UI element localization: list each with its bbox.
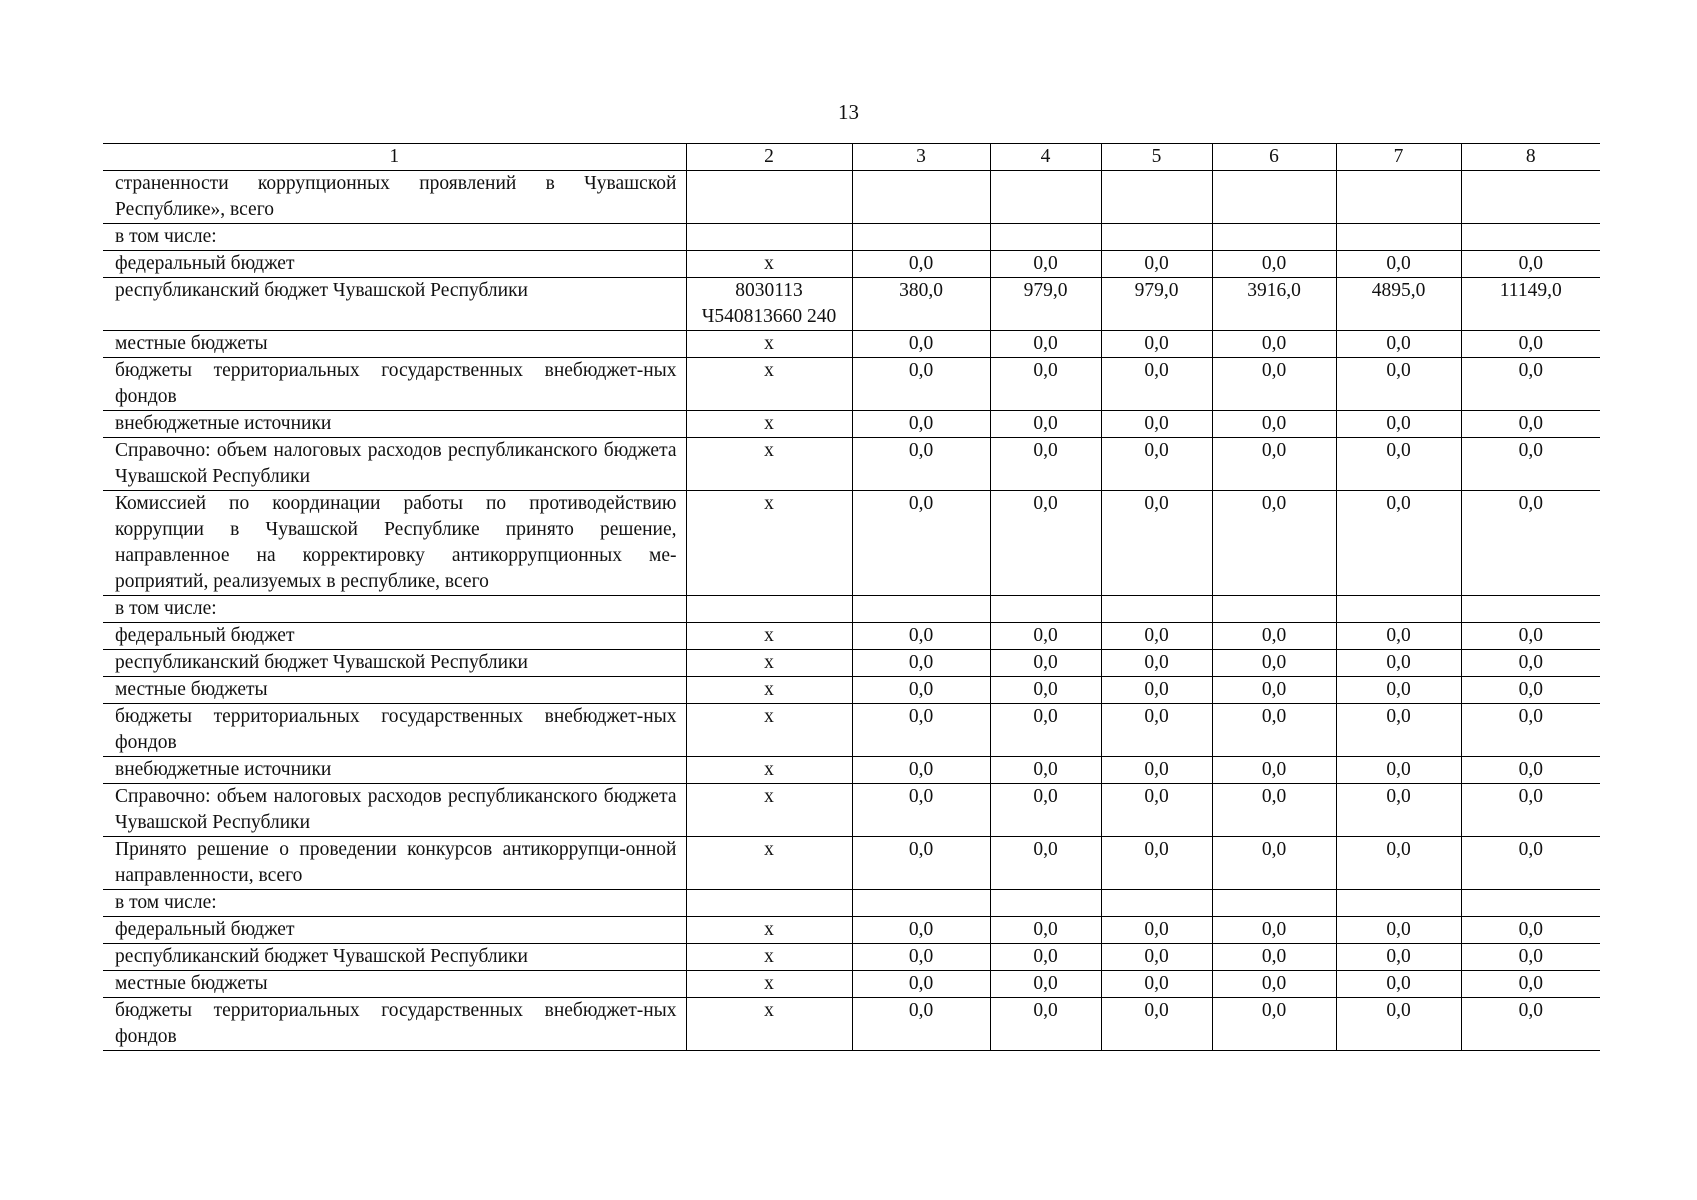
value-cell: 0,0: [1461, 704, 1600, 757]
table-row: [103, 491, 1600, 596]
value-cell: 0,0: [1336, 438, 1461, 491]
value-cell: 0,0: [1101, 704, 1212, 757]
value-cell: 0,0: [1336, 757, 1461, 784]
value-cell: 0,0: [1461, 971, 1600, 998]
value-cell: 0,0: [852, 358, 990, 411]
value-cell: 0,0: [990, 917, 1101, 944]
row-label: бюджеты территориальных государственных внебюджет-ных фондов: [103, 998, 686, 1051]
value-cell: 0,0: [1461, 438, 1600, 491]
value-cell: 3916,0: [1212, 278, 1336, 331]
value-cell: 0,0: [1336, 623, 1461, 650]
value-cell: [852, 171, 990, 224]
value-cell: 0,0: [990, 944, 1101, 971]
budget-code: x: [686, 757, 852, 784]
table-row: [103, 890, 1600, 917]
row-label: внебюджетные источники: [103, 411, 686, 438]
table-row: [103, 171, 1600, 224]
column-header-5: 5: [1101, 144, 1212, 171]
value-cell: [1101, 224, 1212, 251]
table-row: [103, 438, 1600, 491]
value-cell: 0,0: [1212, 971, 1336, 998]
value-cell: 380,0: [852, 278, 990, 331]
value-cell: 0,0: [990, 757, 1101, 784]
column-number-row: [103, 144, 1600, 171]
value-cell: [990, 224, 1101, 251]
value-cell: 0,0: [1212, 757, 1336, 784]
value-cell: 0,0: [1101, 438, 1212, 491]
value-cell: 0,0: [1336, 491, 1461, 596]
table-row: [103, 944, 1600, 971]
table-row: [103, 650, 1600, 677]
budget-code: x: [686, 998, 852, 1051]
budget-code: x: [686, 784, 852, 837]
value-cell: [1212, 171, 1336, 224]
value-cell: 0,0: [1461, 998, 1600, 1051]
table-row: [103, 704, 1600, 757]
value-cell: 0,0: [1212, 784, 1336, 837]
row-label: федеральный бюджет: [103, 917, 686, 944]
budget-code: [686, 171, 852, 224]
value-cell: 0,0: [852, 917, 990, 944]
value-cell: 0,0: [1101, 251, 1212, 278]
value-cell: 979,0: [1101, 278, 1212, 331]
value-cell: 0,0: [852, 757, 990, 784]
value-cell: [852, 224, 990, 251]
budget-code: x: [686, 358, 852, 411]
value-cell: 0,0: [1461, 944, 1600, 971]
row-label: в том числе:: [103, 596, 686, 623]
table-row: [103, 784, 1600, 837]
value-cell: 0,0: [1101, 757, 1212, 784]
value-cell: 0,0: [852, 251, 990, 278]
budget-code: [686, 596, 852, 623]
value-cell: 0,0: [1212, 837, 1336, 890]
value-cell: [1461, 596, 1600, 623]
budget-code: x: [686, 491, 852, 596]
value-cell: 0,0: [990, 650, 1101, 677]
value-cell: 0,0: [1212, 944, 1336, 971]
value-cell: [1336, 596, 1461, 623]
value-cell: 0,0: [1461, 411, 1600, 438]
value-cell: 11149,0: [1461, 278, 1600, 331]
value-cell: [1101, 171, 1212, 224]
value-cell: 0,0: [1212, 411, 1336, 438]
column-header-4: 4: [990, 144, 1101, 171]
budget-code: x: [686, 438, 852, 491]
value-cell: 0,0: [1461, 650, 1600, 677]
budget-code: x: [686, 944, 852, 971]
budget-code: 8030113 Ч540813660 240: [686, 278, 852, 331]
value-cell: [852, 890, 990, 917]
value-cell: 0,0: [852, 411, 990, 438]
value-cell: 0,0: [1212, 438, 1336, 491]
value-cell: 0,0: [1101, 998, 1212, 1051]
row-label: федеральный бюджет: [103, 623, 686, 650]
row-label: Справочно: объем налоговых расходов республиканского бюджета Чувашской Республики: [103, 784, 686, 837]
value-cell: 0,0: [1336, 837, 1461, 890]
budget-code: x: [686, 411, 852, 438]
value-cell: 0,0: [852, 623, 990, 650]
value-cell: 0,0: [1101, 677, 1212, 704]
value-cell: 0,0: [852, 438, 990, 491]
value-cell: 0,0: [990, 784, 1101, 837]
value-cell: 0,0: [990, 677, 1101, 704]
table-row: [103, 358, 1600, 411]
value-cell: 0,0: [852, 837, 990, 890]
row-label: Принято решение о проведении конкурсов антикоррупци-онной направленности, всего: [103, 837, 686, 890]
value-cell: 0,0: [990, 704, 1101, 757]
row-label: страненности коррупционных проявлений в Чувашской Республике», всего: [103, 171, 686, 224]
value-cell: 0,0: [1336, 998, 1461, 1051]
value-cell: 0,0: [1101, 971, 1212, 998]
value-cell: 0,0: [1212, 491, 1336, 596]
column-header-6: 6: [1212, 144, 1336, 171]
value-cell: 0,0: [852, 784, 990, 837]
value-cell: 0,0: [852, 971, 990, 998]
value-cell: 0,0: [1461, 757, 1600, 784]
row-label: местные бюджеты: [103, 331, 686, 358]
table-row: [103, 917, 1600, 944]
budget-code: [686, 224, 852, 251]
value-cell: 0,0: [1461, 677, 1600, 704]
value-cell: 0,0: [1212, 623, 1336, 650]
budget-code: x: [686, 677, 852, 704]
value-cell: [1212, 890, 1336, 917]
value-cell: 0,0: [852, 998, 990, 1051]
value-cell: [990, 890, 1101, 917]
value-cell: 0,0: [1212, 331, 1336, 358]
value-cell: 0,0: [1101, 623, 1212, 650]
value-cell: 0,0: [852, 491, 990, 596]
value-cell: 0,0: [1461, 784, 1600, 837]
table-row: [103, 331, 1600, 358]
budget-code: x: [686, 971, 852, 998]
value-cell: 0,0: [1212, 251, 1336, 278]
value-cell: 0,0: [1101, 944, 1212, 971]
budget-code: x: [686, 331, 852, 358]
row-label: республиканский бюджет Чувашской Республики: [103, 944, 686, 971]
value-cell: 0,0: [1461, 358, 1600, 411]
value-cell: [990, 171, 1101, 224]
value-cell: 0,0: [1212, 358, 1336, 411]
row-label: внебюджетные источники: [103, 757, 686, 784]
row-label: Комиссией по координации работы по противодействию коррупции в Чувашской Республике принято решение, направленное на корректировку антикоррупционных ме-роприятий, реализуемых в республике, всего: [103, 491, 686, 596]
table-row: [103, 251, 1600, 278]
value-cell: 0,0: [990, 998, 1101, 1051]
budget-code: x: [686, 251, 852, 278]
value-cell: 979,0: [990, 278, 1101, 331]
value-cell: 0,0: [1101, 837, 1212, 890]
value-cell: 0,0: [990, 251, 1101, 278]
table-row: [103, 623, 1600, 650]
row-label: Справочно: объем налоговых расходов республиканского бюджета Чувашской Республики: [103, 438, 686, 491]
table-body: [103, 144, 1600, 1051]
value-cell: 0,0: [1101, 917, 1212, 944]
table-row: [103, 278, 1600, 331]
value-cell: 0,0: [1336, 704, 1461, 757]
column-header-8: 8: [1461, 144, 1600, 171]
value-cell: [1212, 596, 1336, 623]
budget-code: x: [686, 917, 852, 944]
value-cell: 0,0: [1101, 411, 1212, 438]
value-cell: [1336, 171, 1461, 224]
value-cell: 0,0: [852, 944, 990, 971]
value-cell: 0,0: [1212, 704, 1336, 757]
budget-code: x: [686, 837, 852, 890]
table-row: [103, 998, 1600, 1051]
value-cell: 0,0: [990, 358, 1101, 411]
table-row: [103, 757, 1600, 784]
value-cell: [1461, 224, 1600, 251]
value-cell: [852, 596, 990, 623]
value-cell: 0,0: [1336, 677, 1461, 704]
column-header-3: 3: [852, 144, 990, 171]
budget-code: x: [686, 650, 852, 677]
value-cell: [1101, 596, 1212, 623]
budget-code: x: [686, 704, 852, 757]
value-cell: 0,0: [1461, 917, 1600, 944]
value-cell: 0,0: [1101, 784, 1212, 837]
page-number: 13: [838, 100, 859, 124]
row-label: местные бюджеты: [103, 677, 686, 704]
value-cell: [1336, 890, 1461, 917]
value-cell: [1461, 171, 1600, 224]
value-cell: 0,0: [1336, 944, 1461, 971]
value-cell: 0,0: [852, 650, 990, 677]
value-cell: 0,0: [1336, 784, 1461, 837]
value-cell: [990, 596, 1101, 623]
value-cell: 0,0: [990, 623, 1101, 650]
value-cell: 0,0: [990, 837, 1101, 890]
row-label: в том числе:: [103, 224, 686, 251]
table-row: [103, 677, 1600, 704]
column-header-1: 1: [103, 144, 686, 171]
value-cell: 0,0: [1461, 623, 1600, 650]
row-label: республиканский бюджет Чувашской Республики: [103, 278, 686, 331]
value-cell: 0,0: [1212, 650, 1336, 677]
budget-code: x: [686, 623, 852, 650]
table-row: [103, 837, 1600, 890]
value-cell: [1336, 224, 1461, 251]
value-cell: 0,0: [1336, 358, 1461, 411]
value-cell: 0,0: [1101, 650, 1212, 677]
value-cell: 0,0: [990, 411, 1101, 438]
value-cell: 0,0: [1336, 971, 1461, 998]
value-cell: 0,0: [1212, 677, 1336, 704]
value-cell: 0,0: [990, 491, 1101, 596]
value-cell: 0,0: [1336, 650, 1461, 677]
value-cell: 0,0: [1101, 331, 1212, 358]
value-cell: 0,0: [1336, 411, 1461, 438]
table-row: [103, 411, 1600, 438]
value-cell: 0,0: [1461, 251, 1600, 278]
value-cell: 0,0: [852, 677, 990, 704]
value-cell: 0,0: [852, 704, 990, 757]
value-cell: 0,0: [990, 438, 1101, 491]
value-cell: [1212, 224, 1336, 251]
value-cell: [1461, 890, 1600, 917]
row-label: местные бюджеты: [103, 971, 686, 998]
value-cell: 0,0: [1101, 358, 1212, 411]
value-cell: 4895,0: [1336, 278, 1461, 331]
table-row: [103, 224, 1600, 251]
value-cell: 0,0: [1336, 331, 1461, 358]
value-cell: 0,0: [1101, 491, 1212, 596]
value-cell: 0,0: [1461, 331, 1600, 358]
value-cell: 0,0: [1461, 837, 1600, 890]
budget-table: [103, 143, 1600, 1051]
row-label: республиканский бюджет Чувашской Республики: [103, 650, 686, 677]
row-label: бюджеты территориальных государственных внебюджет-ных фондов: [103, 704, 686, 757]
value-cell: 0,0: [990, 331, 1101, 358]
value-cell: 0,0: [1461, 491, 1600, 596]
row-label: в том числе:: [103, 890, 686, 917]
value-cell: 0,0: [1212, 998, 1336, 1051]
value-cell: 0,0: [1336, 917, 1461, 944]
budget-code: [686, 890, 852, 917]
value-cell: 0,0: [852, 331, 990, 358]
column-header-2: 2: [686, 144, 852, 171]
value-cell: 0,0: [1336, 251, 1461, 278]
table-row: [103, 971, 1600, 998]
column-header-7: 7: [1336, 144, 1461, 171]
row-label: федеральный бюджет: [103, 251, 686, 278]
table-row: [103, 596, 1600, 623]
value-cell: 0,0: [1212, 917, 1336, 944]
value-cell: 0,0: [990, 971, 1101, 998]
row-label: бюджеты территориальных государственных внебюджет-ных фондов: [103, 358, 686, 411]
value-cell: [1101, 890, 1212, 917]
